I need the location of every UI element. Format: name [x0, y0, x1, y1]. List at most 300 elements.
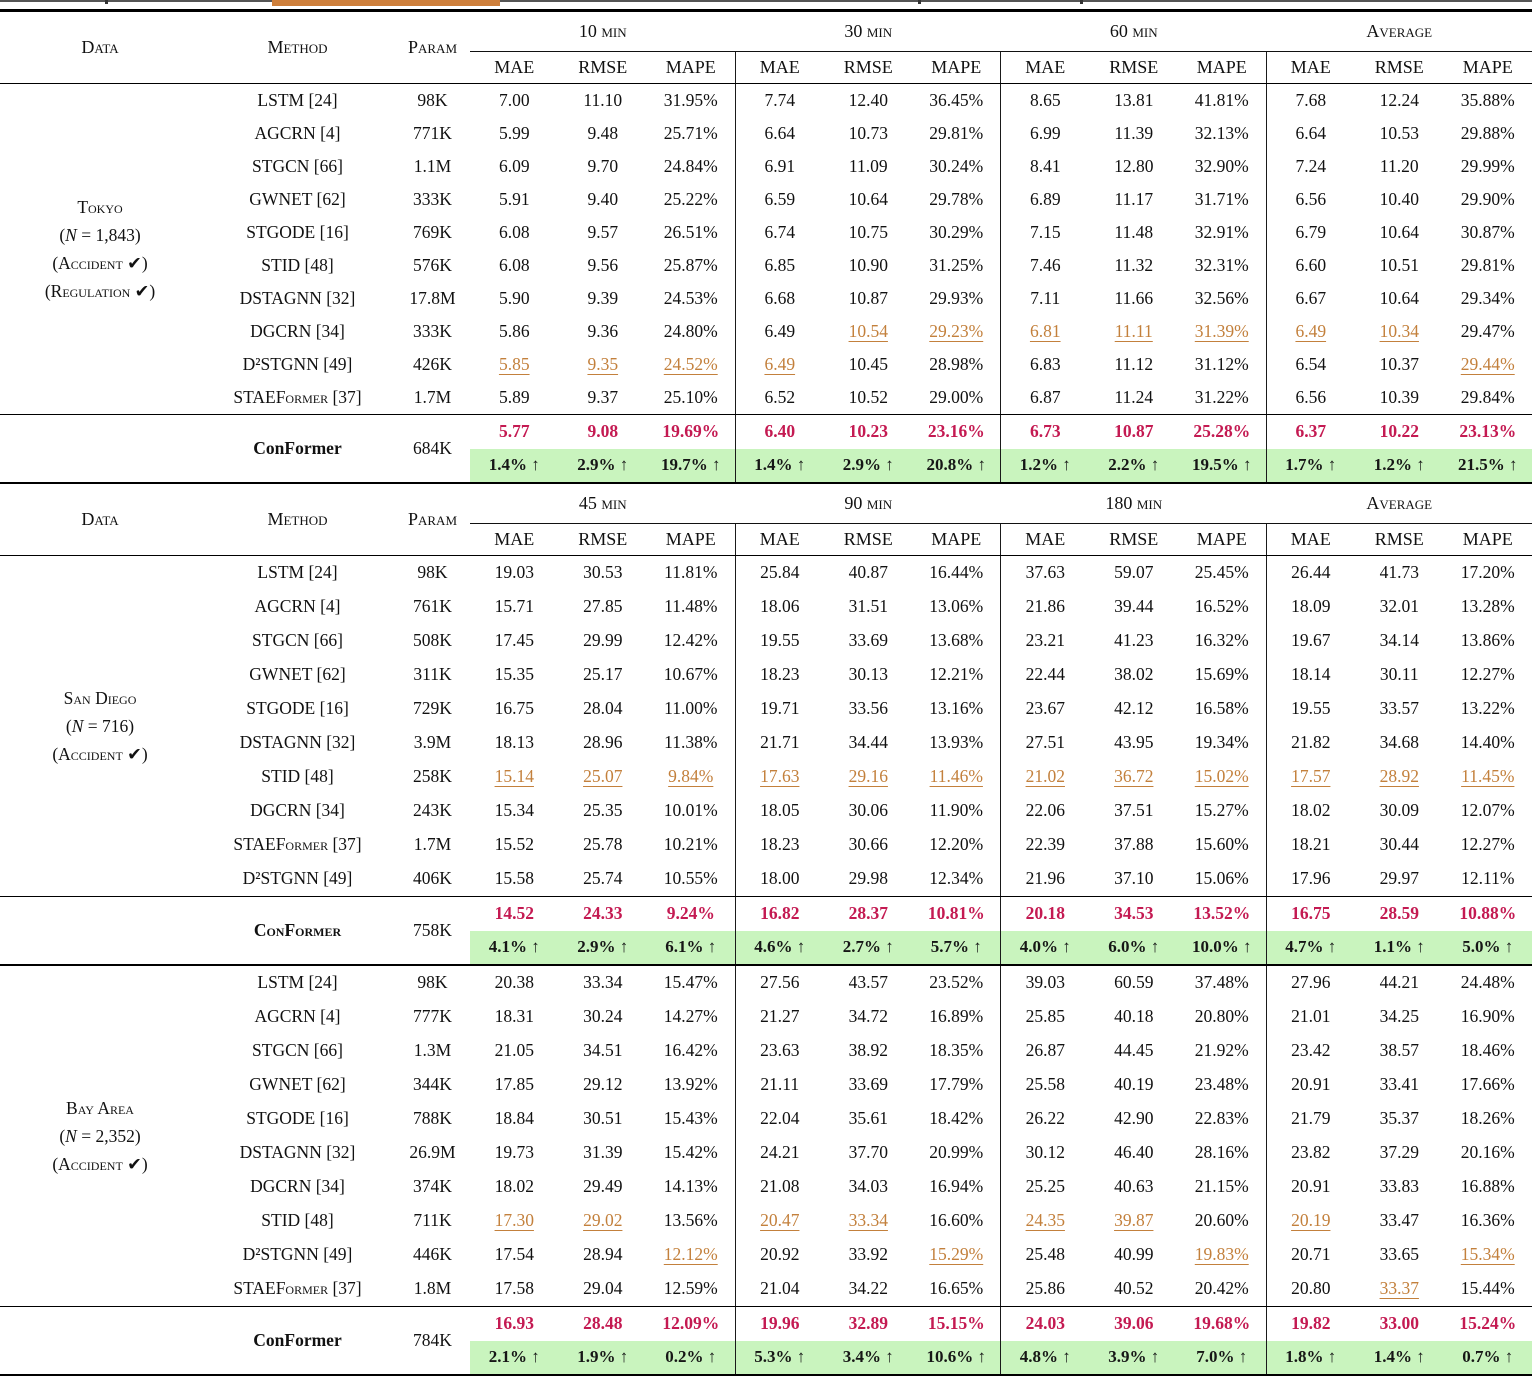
param-value: 3.9M — [413, 732, 452, 752]
metric-value: 5.86 — [498, 320, 530, 341]
conformer-metric-value: 16.75 — [1291, 903, 1331, 923]
metric-header: MAE — [494, 56, 535, 77]
improvement-value: 4.0% ↑ — [1001, 931, 1090, 964]
conformer-metric-value: 13.52% — [1178, 897, 1267, 931]
param-value: 426K — [413, 353, 452, 374]
metric-value-second-best: 19.83% — [1178, 1238, 1267, 1272]
metric-value: 25.74 — [583, 868, 623, 888]
metric-value: 23.82 — [1291, 1142, 1331, 1162]
metric-value: 16.32% — [1178, 624, 1267, 658]
horizon-header: Average — [1267, 484, 1532, 524]
metric-value: 21.79 — [1291, 1108, 1331, 1128]
metric-value: 10.37 — [1379, 353, 1419, 374]
metric-value-second-best: 10.34 — [1379, 320, 1419, 341]
param-value: 508K — [413, 630, 452, 650]
metric-value-second-best: 6.81 — [1029, 320, 1061, 341]
section-body-bay-area — [0, 966, 1532, 1307]
metric-value: 9.37 — [587, 386, 619, 407]
metric-value: 25.87% — [647, 249, 736, 282]
metric-value: 30.66 — [848, 834, 888, 854]
metric-value: 33.83 — [1379, 1176, 1419, 1196]
metric-value: 40.87 — [848, 562, 888, 582]
param-value: 26.9M — [409, 1142, 456, 1162]
conformer-rows-tokyo — [0, 415, 1532, 484]
metric-value: 32.01 — [1379, 596, 1419, 616]
metric-header: MAPE — [913, 524, 1002, 555]
horizon-header: 30 min — [736, 12, 1002, 52]
horizon-header: 10 min — [470, 12, 736, 52]
conformer-metric-value: 9.24% — [647, 897, 736, 931]
metric-value: 22.06 — [1025, 800, 1065, 820]
metric-value: 41.73 — [1379, 562, 1419, 582]
improvement-value: 2.9% ↑ — [559, 931, 648, 964]
improvement-value: 4.8% ↑ — [1001, 1341, 1090, 1374]
param-value: 446K — [413, 1244, 452, 1264]
method-label: DSTAGNN [32] — [239, 287, 356, 308]
remnant-tick — [105, 0, 108, 4]
method-label: STGODE [16] — [246, 221, 349, 242]
metric-value: 10.01% — [647, 794, 736, 828]
method-label: AGCRN [4] — [254, 1006, 341, 1026]
dataset-line: Bay Area — [66, 1097, 134, 1118]
method-label: D²STGNN [49] — [242, 1244, 353, 1264]
metric-value: 18.46% — [1460, 1040, 1515, 1060]
metric-value-second-best: 20.47 — [760, 1210, 800, 1230]
improvement-value: 5.7% ↑ — [913, 931, 1002, 964]
conformer-metric-value: 19.69% — [647, 415, 736, 449]
metric-value: 5.90 — [498, 287, 530, 308]
metric-value: 10.53 — [1379, 122, 1419, 143]
conformer-metric-value: 12.09% — [647, 1307, 736, 1341]
method-label: LSTM [24] — [257, 972, 338, 992]
metric-value: 37.88 — [1114, 834, 1154, 854]
metric-value: 16.88% — [1460, 1176, 1515, 1196]
metric-value: 43.95 — [1114, 732, 1154, 752]
method-label: DGCRN [34] — [250, 1176, 345, 1196]
metric-value: 25.10% — [647, 381, 736, 414]
metric-value: 31.95% — [647, 84, 736, 117]
metric-value: 10.75 — [848, 221, 888, 242]
section-body-tokyo — [0, 84, 1532, 415]
metric-value: 11.39 — [1114, 122, 1154, 143]
metric-value: 19.55 — [1291, 698, 1331, 718]
metric-value-second-best: 6.49 — [764, 353, 796, 374]
metric-value: 40.63 — [1114, 1176, 1154, 1196]
metric-value: 23.67 — [1025, 698, 1065, 718]
dataset-line: (N = 2,352) — [59, 1125, 141, 1146]
metric-header: RMSE — [843, 56, 893, 77]
metric-value: 22.83% — [1178, 1102, 1267, 1136]
metric-value: 15.47% — [647, 966, 736, 1000]
horizon-header: 90 min — [736, 484, 1002, 524]
metric-value: 33.47 — [1379, 1210, 1419, 1230]
metric-value-second-best: 12.12% — [647, 1238, 736, 1272]
metric-value: 40.18 — [1114, 1006, 1154, 1026]
method-label: STID [48] — [261, 766, 334, 786]
metric-value: 24.48% — [1460, 972, 1515, 992]
conformer-metric-value: 23.13% — [1459, 421, 1517, 441]
metric-value: 15.71 — [494, 596, 534, 616]
metric-value: 16.44% — [913, 556, 1002, 590]
metric-value: 16.36% — [1460, 1210, 1515, 1230]
metric-value: 7.24 — [1295, 155, 1327, 176]
metric-value-second-best: 25.07 — [583, 766, 623, 786]
metric-value: 18.00 — [760, 868, 800, 888]
method-label: STGODE [16] — [246, 1108, 349, 1128]
metric-value: 33.69 — [848, 630, 888, 650]
metric-value-second-best: 17.30 — [494, 1210, 534, 1230]
metric-value: 31.71% — [1178, 183, 1267, 216]
metric-value: 13.68% — [913, 624, 1002, 658]
metric-value: 32.31% — [1178, 249, 1267, 282]
metric-value: 33.41 — [1379, 1074, 1419, 1094]
col-header-data: Data — [81, 36, 119, 57]
improvement-value: 2.9% ↑ — [559, 449, 648, 482]
metric-value: 9.57 — [587, 221, 619, 242]
metric-value: 13.81 — [1114, 89, 1154, 110]
metric-value: 29.90% — [1460, 188, 1515, 209]
metric-value: 16.60% — [913, 1204, 1002, 1238]
metric-value: 30.53 — [583, 562, 623, 582]
metric-value: 8.65 — [1029, 89, 1061, 110]
metric-value: 21.92% — [1178, 1034, 1267, 1068]
metric-value: 5.91 — [498, 188, 530, 209]
metric-header: MAE — [1290, 528, 1331, 549]
improvement-value: 1.2% ↑ — [1355, 449, 1444, 482]
method-label: DGCRN [34] — [250, 320, 345, 341]
metric-value-second-best: 17.57 — [1291, 766, 1331, 786]
metric-value: 21.04 — [760, 1278, 800, 1298]
metric-value: 10.64 — [1379, 221, 1419, 242]
col-header-method: Method — [267, 36, 328, 57]
section-header-san-diego — [0, 484, 1532, 556]
metric-value: 19.71 — [760, 698, 800, 718]
param-value: 758K — [413, 919, 452, 940]
metric-value: 23.42 — [1291, 1040, 1331, 1060]
param-value: 576K — [413, 254, 452, 275]
metric-value: 13.93% — [913, 726, 1002, 760]
metric-value: 33.34 — [583, 972, 623, 992]
metric-value: 17.79% — [913, 1068, 1002, 1102]
metric-value: 6.08 — [498, 221, 530, 242]
metric-value: 7.68 — [1295, 89, 1327, 110]
metric-value: 29.49 — [583, 1176, 623, 1196]
metric-value: 9.70 — [587, 155, 619, 176]
metric-value: 11.09 — [848, 155, 888, 176]
metric-value: 16.58% — [1178, 692, 1267, 726]
dataset-line: (Accident ✔) — [52, 743, 148, 764]
metric-value: 38.57 — [1379, 1040, 1419, 1060]
param-value: 333K — [413, 320, 452, 341]
metric-value: 16.75 — [494, 698, 534, 718]
metric-value: 26.44 — [1291, 562, 1331, 582]
metric-value: 28.96 — [583, 732, 623, 752]
metric-value: 34.03 — [848, 1176, 888, 1196]
metric-value: 10.87 — [848, 287, 888, 308]
param-value: 406K — [413, 868, 452, 888]
metric-value: 13.28% — [1460, 596, 1515, 616]
metric-value: 44.45 — [1114, 1040, 1154, 1060]
metric-value: 14.27% — [647, 1000, 736, 1034]
param-value: 258K — [413, 766, 452, 786]
metric-value: 26.51% — [647, 216, 736, 249]
metric-value: 33.56 — [848, 698, 888, 718]
metric-value: 6.99 — [1029, 122, 1061, 143]
horizon-header: Average — [1267, 12, 1532, 52]
metric-value: 18.05 — [760, 800, 800, 820]
metric-value: 25.78 — [583, 834, 623, 854]
improvement-value: 6.1% ↑ — [647, 931, 736, 964]
conformer-metric-value: 28.37 — [848, 903, 888, 923]
metric-value: 17.58 — [494, 1278, 534, 1298]
dataset-line: San Diego — [63, 687, 137, 708]
metric-value: 16.52% — [1178, 590, 1267, 624]
metric-value-second-best: 20.19 — [1291, 1210, 1331, 1230]
conformer-metric-value: 10.88% — [1459, 903, 1517, 923]
metric-value: 12.40 — [848, 89, 888, 110]
dataset-spacer — [0, 897, 200, 964]
improvement-value: 2.1% ↑ — [470, 1341, 559, 1374]
conformer-metric-value: 16.82 — [760, 903, 800, 923]
metric-value: 24.80% — [647, 315, 736, 348]
improvement-value: 0.7% ↑ — [1444, 1341, 1532, 1374]
metric-value: 11.48% — [647, 590, 736, 624]
metric-header: MAE — [1290, 56, 1331, 77]
metric-value: 34.51 — [583, 1040, 623, 1060]
conformer-metric-value: 10.81% — [913, 897, 1002, 931]
metric-value: 25.85 — [1025, 1006, 1065, 1026]
metric-value: 40.52 — [1114, 1278, 1154, 1298]
metric-value: 11.12 — [1114, 353, 1154, 374]
param-value: 711K — [413, 1210, 452, 1230]
metric-value: 25.86 — [1025, 1278, 1065, 1298]
metric-value: 7.11 — [1030, 287, 1061, 308]
metric-value-second-best: 33.34 — [848, 1210, 888, 1230]
conformer-metric-value: 23.16% — [913, 415, 1002, 449]
metric-value: 6.52 — [764, 386, 796, 407]
metric-value: 20.71 — [1291, 1244, 1331, 1264]
metric-value: 5.99 — [498, 122, 530, 143]
param-value: 311K — [413, 664, 452, 684]
metric-value: 20.80% — [1178, 1000, 1267, 1034]
metric-value-second-best: 24.35 — [1025, 1210, 1065, 1230]
metric-value: 27.85 — [583, 596, 623, 616]
metric-value: 12.80 — [1114, 155, 1154, 176]
metric-value: 10.45 — [848, 353, 888, 374]
method-label: GWNET [62] — [249, 664, 346, 684]
metric-value-second-best: 31.39% — [1178, 315, 1267, 348]
metric-value: 19.55 — [760, 630, 800, 650]
improvement-value: 2.9% ↑ — [824, 449, 913, 482]
metric-value: 31.22% — [1178, 381, 1267, 414]
conformer-metric-value: 33.00 — [1379, 1313, 1419, 1333]
metric-value: 27.56 — [760, 972, 800, 992]
metric-value: 37.29 — [1379, 1142, 1419, 1162]
metric-value-second-best: 5.85 — [498, 353, 530, 374]
method-label: STAEFormer [37] — [233, 386, 362, 407]
metric-value-second-best: 15.29% — [913, 1238, 1002, 1272]
conformer-metric-value: 24.03 — [1025, 1313, 1065, 1333]
metric-value: 10.40 — [1379, 188, 1419, 209]
metric-value: 28.98% — [913, 348, 1002, 381]
metric-value: 21.96 — [1025, 868, 1065, 888]
metric-header: MAE — [759, 56, 800, 77]
metric-value: 18.02 — [1291, 800, 1331, 820]
metric-value: 11.24 — [1114, 386, 1154, 407]
remnant-baseline — [0, 0, 1532, 2]
metric-value: 27.51 — [1025, 732, 1065, 752]
metric-value: 9.48 — [587, 122, 619, 143]
metric-value: 18.23 — [760, 664, 800, 684]
col-header-param: Param — [407, 36, 458, 57]
metric-value: 6.89 — [1029, 188, 1061, 209]
metric-value: 18.21 — [1291, 834, 1331, 854]
metric-value: 29.99 — [583, 630, 623, 650]
metric-value: 25.17 — [583, 664, 623, 684]
metric-value: 29.84% — [1460, 386, 1515, 407]
metric-value: 33.92 — [848, 1244, 888, 1264]
conformer-metric-value: 14.52 — [494, 903, 534, 923]
param-value: 1.7M — [413, 386, 452, 407]
metric-value: 20.91 — [1291, 1074, 1331, 1094]
metric-value: 16.90% — [1460, 1006, 1515, 1026]
metric-value: 21.15% — [1178, 1170, 1267, 1204]
section-body-san-diego — [0, 556, 1532, 897]
metric-value: 6.68 — [764, 287, 796, 308]
conformer-metric-value: 10.87 — [1114, 421, 1154, 441]
metric-value: 6.87 — [1029, 386, 1061, 407]
metric-value: 22.04 — [760, 1108, 800, 1128]
conformer-metric-value: 5.77 — [498, 421, 530, 441]
metric-header: MAPE — [1178, 52, 1267, 83]
metric-value: 10.51 — [1379, 254, 1419, 275]
metric-value: 18.23 — [760, 834, 800, 854]
method-label: D²STGNN [49] — [242, 868, 353, 888]
metric-value-second-best: 17.63 — [760, 766, 800, 786]
metric-value: 24.53% — [647, 282, 736, 315]
param-value: 333K — [413, 188, 452, 209]
metric-value: 19.67 — [1291, 630, 1331, 650]
metric-value: 12.24 — [1379, 89, 1419, 110]
metric-value: 25.25 — [1025, 1176, 1065, 1196]
metric-value: 36.45% — [913, 84, 1002, 117]
dataset-label — [0, 556, 200, 896]
metric-value: 6.83 — [1029, 353, 1061, 374]
conformer-label: ConFormer — [253, 919, 342, 940]
metric-value: 6.74 — [764, 221, 796, 242]
method-label: STAEFormer [37] — [233, 1278, 362, 1298]
metric-value: 35.37 — [1379, 1108, 1419, 1128]
metric-value-second-best: 21.02 — [1025, 766, 1065, 786]
metric-value: 38.02 — [1114, 664, 1154, 684]
improvement-value: 1.4% ↑ — [1355, 1341, 1444, 1374]
conformer-metric-value: 25.28% — [1178, 415, 1267, 449]
metric-value: 15.60% — [1178, 828, 1267, 862]
metric-value: 16.42% — [647, 1034, 736, 1068]
improvement-value: 21.5% ↑ — [1444, 449, 1532, 482]
metric-value: 33.65 — [1379, 1244, 1419, 1264]
improvement-value: 3.4% ↑ — [824, 1341, 913, 1374]
conformer-metric-value: 6.37 — [1295, 421, 1327, 441]
metric-value: 17.54 — [494, 1244, 534, 1264]
metric-value: 9.40 — [587, 188, 619, 209]
metric-value: 10.39 — [1379, 386, 1419, 407]
metric-value: 25.58 — [1025, 1074, 1065, 1094]
metric-value: 11.10 — [583, 89, 623, 110]
method-label: DGCRN [34] — [250, 800, 345, 820]
improvement-value: 1.2% ↑ — [1001, 449, 1090, 482]
metric-value: 28.16% — [1178, 1136, 1267, 1170]
dataset-label — [0, 966, 200, 1306]
metric-value: 22.44 — [1025, 664, 1065, 684]
conformer-label: ConFormer — [253, 1329, 342, 1350]
metric-value: 29.88% — [1460, 122, 1515, 143]
col-header-data: Data — [81, 508, 119, 529]
metric-value: 6.85 — [764, 254, 796, 275]
param-value: 1.3M — [413, 1040, 452, 1060]
metric-value-second-best: 10.54 — [848, 320, 888, 341]
metric-value: 22.39 — [1025, 834, 1065, 854]
metric-value: 21.01 — [1291, 1006, 1331, 1026]
metric-value: 13.16% — [913, 692, 1002, 726]
metric-value: 19.73 — [494, 1142, 534, 1162]
param-value: 1.7M — [413, 834, 452, 854]
metric-value: 33.57 — [1379, 698, 1419, 718]
metric-value: 19.03 — [494, 562, 534, 582]
metric-value: 21.08 — [760, 1176, 800, 1196]
param-value: 1.8M — [413, 1278, 452, 1298]
metric-value: 37.48% — [1178, 966, 1267, 1000]
col-header-method: Method — [267, 508, 328, 529]
metric-value: 18.06 — [760, 596, 800, 616]
conformer-metric-value: 15.15% — [913, 1307, 1002, 1341]
metric-value: 6.64 — [1295, 122, 1327, 143]
metric-value: 6.56 — [1295, 188, 1327, 209]
metric-value: 6.09 — [498, 155, 530, 176]
metric-value: 15.43% — [647, 1102, 736, 1136]
section-header-tokyo — [0, 12, 1532, 84]
metric-value: 26.22 — [1025, 1108, 1065, 1128]
method-label: AGCRN [4] — [254, 122, 341, 143]
metric-value: 26.87 — [1025, 1040, 1065, 1060]
improvement-value: 2.7% ↑ — [824, 931, 913, 964]
metric-value: 34.14 — [1379, 630, 1419, 650]
metric-header: RMSE — [843, 528, 893, 549]
metric-value: 39.03 — [1025, 972, 1065, 992]
metric-value: 34.25 — [1379, 1006, 1419, 1026]
horizon-header: 180 min — [1001, 484, 1267, 524]
metric-value: 7.46 — [1029, 254, 1061, 275]
metric-value: 19.34% — [1178, 726, 1267, 760]
metric-value: 6.60 — [1295, 254, 1327, 275]
metric-value: 32.91% — [1178, 216, 1267, 249]
metric-value: 6.64 — [764, 122, 796, 143]
improvement-value: 19.7% ↑ — [647, 449, 736, 482]
improvement-value: 0.2% ↑ — [647, 1341, 736, 1374]
improvement-value: 1.7% ↑ — [1267, 449, 1356, 482]
metric-value: 15.44% — [1460, 1278, 1515, 1298]
horizon-header: 45 min — [470, 484, 736, 524]
metric-value: 11.38% — [647, 726, 736, 760]
metric-value: 15.69% — [1178, 658, 1267, 692]
metric-value: 17.66% — [1460, 1074, 1515, 1094]
metric-header: MAPE — [647, 524, 736, 555]
metric-value: 41.23 — [1114, 630, 1154, 650]
method-label: GWNET [62] — [249, 188, 346, 209]
metric-value: 37.10 — [1114, 868, 1154, 888]
metric-value: 28.94 — [583, 1244, 623, 1264]
improvement-value: 4.7% ↑ — [1267, 931, 1356, 964]
